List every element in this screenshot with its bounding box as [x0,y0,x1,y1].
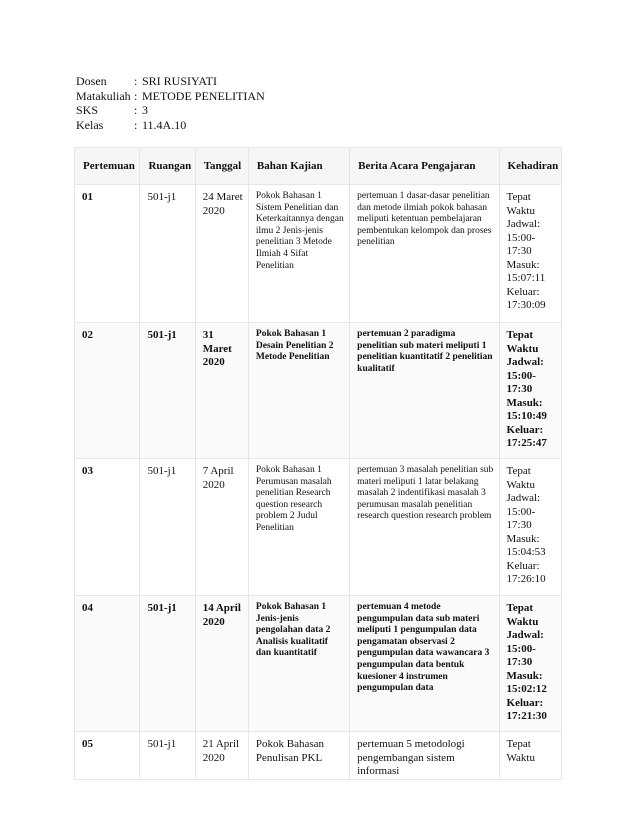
tanggal-cell: 7 April 2020 [195,459,248,596]
kehadiran-cell: Tepat Waktu Jadwal: 15:00-17:30 Masuk: 15:10:49 Keluar: 17:25:47 [499,323,561,459]
berita-cell: pertemuan 3 masalah penelitian sub materi meliputi 1 latar belakang masalah 2 indentifikasi masalah 3 perumusan masalah penelitian research question research problem [350,459,499,596]
tanggal-cell: 31 Maret 2020 [195,323,248,459]
table-row [75,185,562,323]
sks-label: SKS [76,103,99,117]
ruangan-cell: 501-j1 [140,596,195,732]
kehadiran-cell: Tepat Waktu Jadwal: 15:00-17:30 Masuk: 15:07:11 Keluar: 17:30:09 [499,185,561,323]
ruangan-cell: 501-j1 [140,459,195,596]
pertemuan-cell: 05 [75,732,140,780]
table-row [75,459,562,596]
col-pertemuan: Pertemuan [75,148,140,185]
tanggal-cell: 21 April 2020 [195,732,248,780]
sks-value: 3 [142,103,148,117]
pertemuan-cell: 04 [75,596,140,732]
pertemuan-cell: 03 [75,459,140,596]
bahan-cell: Pokok Bahasan 1 Perumusan masalah penelitian Research question research problem 2 Judul Penelitian [248,459,349,596]
tanggal-cell: 14 April 2020 [195,596,248,732]
berita-cell: pertemuan 1 dasar-dasar penelitian dan metode ilmiah pokok bahasan meliputi ketentuan pembelajaran pembentukan kelompok dan proses penelitian [350,185,499,323]
dosen-label: Dosen [76,74,107,88]
table-row [75,596,562,732]
ruangan-cell: 501-j1 [140,185,195,323]
dosen-value: SRI RUSIYATI [142,74,218,88]
col-tanggal: Tanggal [195,148,248,185]
table-row [75,323,562,459]
matakuliah-value: METODE PENELITIAN [142,88,265,103]
table-row [75,732,562,780]
header-info: Dosen : SRI RUSIYATI Matakuliah : METODE PENELITIAN SKS : 3 Kelas : 11.4A.10 [76,74,265,132]
kelas-label: Kelas [76,117,104,132]
kelas-value: 11.4A.10 [142,117,187,132]
table-header-row [75,148,562,185]
bahan-cell: Pokok Bahasan 1 Desain Penelitian 2 Metode Penelitian [248,323,349,459]
berita-cell: pertemuan 2 paradigma penelitian sub materi meliputi 1 penelitian kuantitatif 2 penelitian kualitatif [350,323,499,459]
col-kehadiran: Kehadiran [499,148,561,185]
tanggal-cell: 24 Maret 2020 [195,185,248,323]
pertemuan-cell: 02 [75,323,140,459]
berita-cell: pertemuan 4 metode pengumpulan data sub materi meliputi 1 pengumpulan data pengamatan observasi 2 pengumpulan data wawancara 3 pengumpulan data bentuk kuesioner 4 instrumen pengumpulan data [350,596,499,732]
kehadiran-cell: Tepat Waktu Jadwal: 15:00-17:30 Masuk: 15:04:53 Keluar: 17:26:10 [499,459,561,596]
col-bahan-kajian: Bahan Kajian [248,148,349,185]
bahan-cell: Pokok Bahasan Penulisan PKL [248,732,349,780]
kehadiran-cell: Tepat Waktu Jadwal: 15:00-17:30 Masuk: 15:02:12 Keluar: 17:21:30 [499,596,561,732]
matakuliah-label: Matakuliah [76,88,131,103]
pertemuan-cell: 01 [75,185,140,323]
kehadiran-cell: Tepat Waktu [499,732,561,780]
bahan-cell: Pokok Bahasan 1 Jenis-jenis pengolahan data 2 Analisis kualitatif dan kuantitatif [248,596,349,732]
bahan-cell: Pokok Bahasan 1 Sistem Penelitian dan Keterkaitannya dengan ilmu 2 Jenis-jenis penelitian 3 Metode Ilmiah 4 Sifat Penelitian [248,185,349,323]
ruangan-cell: 501-j1 [140,732,195,780]
berita-cell: pertemuan 5 metodologi pengembangan sistem informasi [350,732,499,780]
ruangan-cell: 501-j1 [140,323,195,459]
col-ruangan: Ruangan [140,148,195,185]
col-berita-acara: Berita Acara Pengajaran [350,148,499,185]
attendance-table [74,147,562,780]
